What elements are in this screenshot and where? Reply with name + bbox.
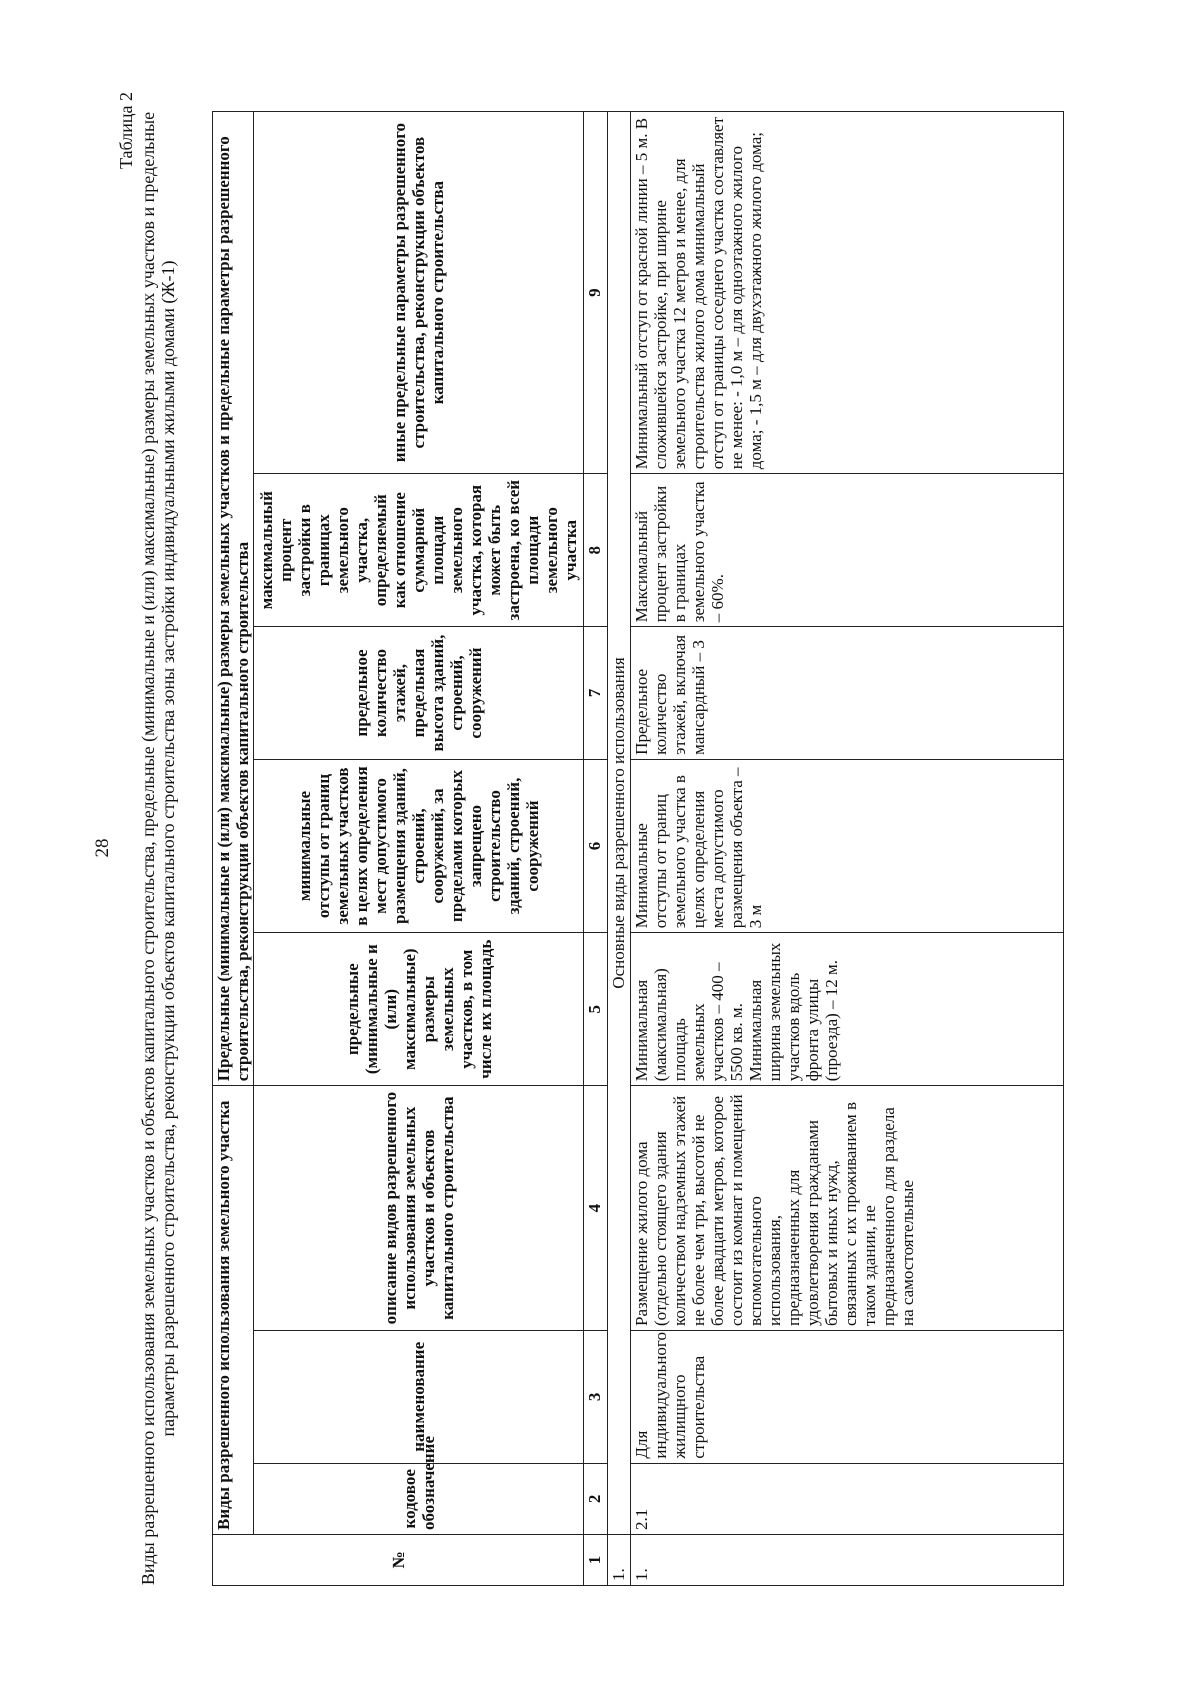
header-description: описание видов разрешенного использования земельных участков и объектов капитального строительства [254,1086,584,1331]
row-description: Размещение жилого дома (отдельно стоящего здания количеством надземных этажей не более чем три, высотой не более двадцати метров, которое состоит из комнат и помещений вспомогательного использования, предназначенных для удовлетворения гражданами бытовых и иных нужд, связанных с их проживанием в таком здании, не предназначенного для раздела на самостоятельные [631,1086,1064,1331]
section-number: 1. [608,1535,631,1586]
section-title: Основные виды разрешенного использования [608,112,631,1535]
row-setbacks: Минимальные отступы от границ земельного участка в целях определения места допустимого размещения объекта – 3 м [631,759,1064,932]
header-name: наименование [254,1331,584,1464]
column-number: 9 [584,112,608,474]
section-row [608,112,631,1586]
column-number: 3 [584,1331,608,1464]
zoning-table [212,111,1064,1586]
header-row-1 [213,112,254,1586]
column-number: 6 [584,759,608,932]
column-number: 8 [584,474,608,627]
table-caption: Виды разрешенного использования земельных участков и объектов капитального строительства, предельные (минимальные и (или) максимальные) размеры земельных участков и предельные параметры разрешенного строительства, реконструкции объектов капитального строительства зоны застройки индивидуальными жилыми домами (Ж-1) [138,111,178,1586]
header-coverage: максимальный процент застройки в границах земельного участка, определяемый как отношение суммарной площади земельного участка, которая может быть застроена, ко всей площади земельного участка [254,474,584,627]
row-name: Для индивидуального жилищного строительства [631,1331,1064,1464]
column-number: 7 [584,627,608,760]
table-row [631,112,1064,1586]
row-code: 2.1 [631,1463,1064,1534]
column-number: 1 [584,1535,608,1586]
header-group-use: Виды разрешенного использования земельного участка [213,1086,254,1535]
row-no: 1. [631,1535,1064,1586]
header-floors: предельное количество этажей, предельная высота зданий, строений, сооружений [254,627,584,760]
header-other: иные предельные параметры разрешенного строительства, реконструкции объектов капитального строительства [254,112,584,474]
header-group-params: Предельные (минимальные и (или) максимальные) размеры земельных участков и предельные параметры разрешенного строительства, реконструкции объектов капитального строительства [213,112,254,1086]
header-setbacks: минимальные отступы от границ земельных участков в целях определения мест допустимого размещения зданий, строений, сооружений, за пределами которых запрещено строительство зданий, строений, сооружений [254,759,584,932]
header-code: кодовое обозначение [254,1463,584,1534]
row-coverage: Максимальный процент застройки в границах земельного участка – 60%. [631,474,1064,627]
column-number: 2 [584,1463,608,1534]
column-number: 4 [584,1086,608,1331]
header-area: предельные (минимальные и (или) максимальные) размеры земельных участков, в том числе их площадь [254,933,584,1086]
row-floors: Предельное количество этажей, включая мансардный – 3 [631,627,1064,760]
header-row-2 [254,112,584,1586]
table-label: Таблица 2 [116,92,136,169]
column-number-row [584,112,608,1586]
row-area: Минимальная (максимальная) площадь земельных участков – 400 – 5500 кв. м. Минимальная ширина земельных участков вдоль фронта улицы (проезда) – 12 м. [631,933,1064,1086]
row-other: Минимальный отступ от красной линии – 5 м. В сложившейся застройке, при ширине земельного участка 12 метров и менее, для строительства жилого дома минимальный отступ от границы соседнего участка составляет не менее: - 1,0 м – для одноэтажного жилого дома; - 1,5 м – для двухэтажного жилого дома; [631,112,1064,474]
column-number: 5 [584,933,608,1086]
page-number: 28 [92,838,113,858]
header-no: № [213,1535,584,1586]
